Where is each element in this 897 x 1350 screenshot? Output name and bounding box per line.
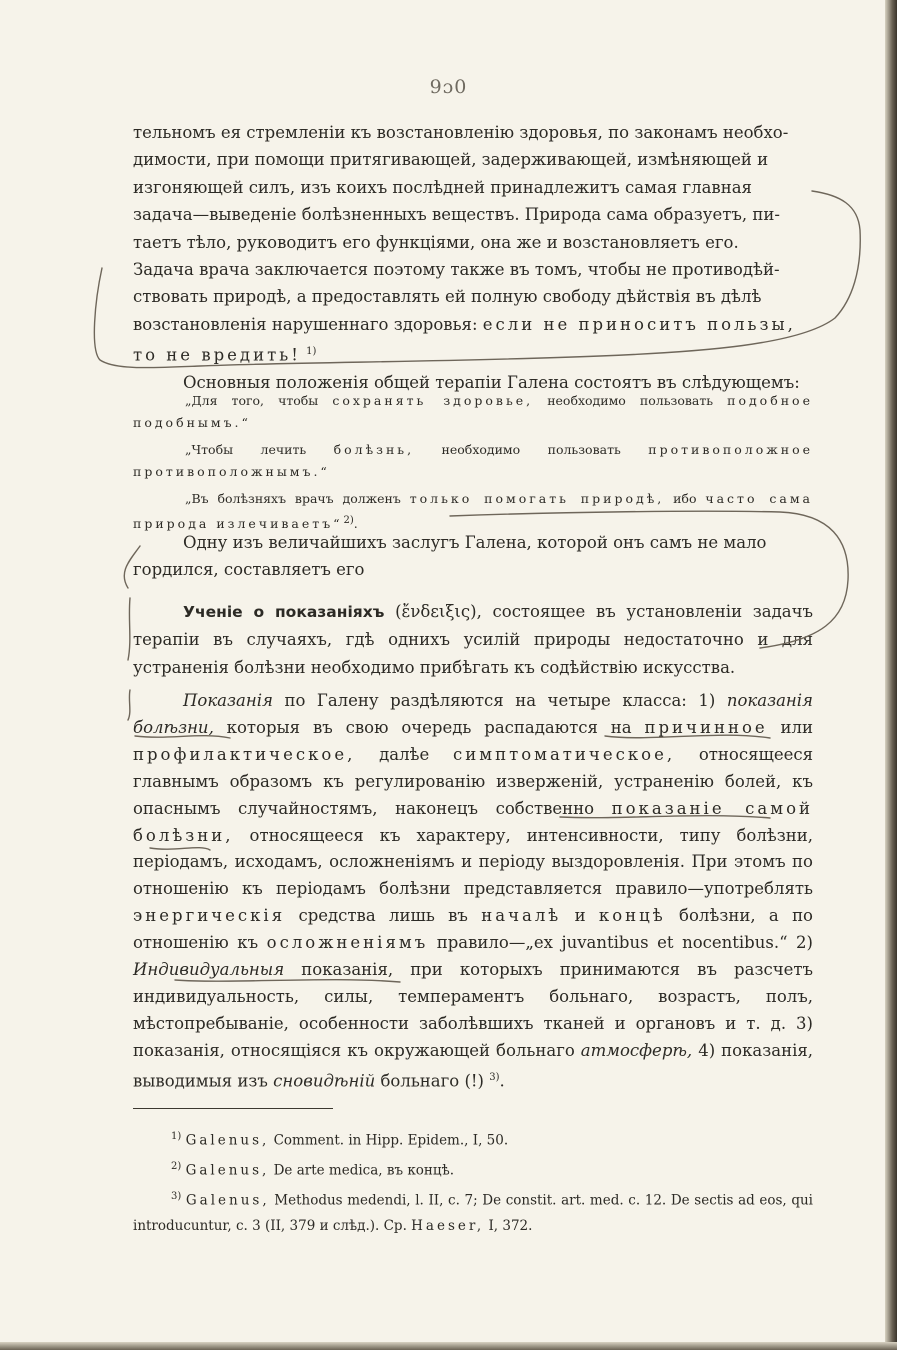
paragraph-3: [133, 598, 813, 681]
text-span: относящееся главнымъ образомъ къ регулированію изверженій, устраненію болей, къ опаснымъ случайностямъ, наконецъ собственно: [133, 744, 813, 818]
text-span: или: [767, 717, 813, 737]
footnote-1: [133, 1124, 813, 1154]
spaced-emphasis: профилактическое,: [133, 744, 356, 764]
spaced-emphasis: началѣ: [481, 906, 562, 926]
spaced-emphasis: осложненіямъ: [266, 933, 429, 953]
footnote-mark: 1): [171, 1131, 182, 1142]
text-line: изгоняющей силъ, изъ коихъ послѣдней принадлежитъ самая главная: [133, 177, 752, 197]
quote-text: ибо: [664, 491, 706, 506]
footnote-2: [133, 1154, 813, 1184]
italic-term: Индивидуальныя: [133, 960, 285, 980]
quote-1: [133, 390, 813, 434]
spaced-emphasis: противоположное противоположнымъ.: [133, 442, 813, 479]
spaced-emphasis: концѣ: [598, 906, 666, 926]
section-heading-term: Ученіе о показаніяхъ: [183, 603, 385, 621]
principles-quotes: [133, 390, 813, 540]
footnote-text: Comment. in Hipp. Epidem., I, 50.: [269, 1132, 509, 1149]
text-span: 4) показанія, выводимыя изъ: [133, 1040, 813, 1091]
page-number: 9ɔ0: [429, 76, 468, 98]
text-line: Основныя положенія общей терапіи Галена состоятъ въ слѣдующемъ:: [183, 373, 800, 393]
italic-term: показанія болѣзни,: [133, 691, 813, 737]
quote-text: необходимо пользовать: [414, 442, 649, 457]
italic-term: сновидѣній: [273, 1071, 376, 1091]
spaced-emphasis: симптоматическое,: [453, 744, 676, 764]
spaced-emphasis: причинное: [644, 717, 768, 737]
text-span: (ἔνδειξις),: [384, 602, 493, 621]
quote-text: „Для того, чтобы: [185, 393, 333, 408]
paragraph-2: [133, 529, 813, 584]
text-span: относящееся къ характеру, интенсивности, типу болѣзни, періодамъ, исходамъ, осложненіямъ и періоду выздоровленія. При этомъ по отношенію къ періодамъ болѣзни представляется правило—употреблять: [133, 825, 813, 899]
footnote-mark: 2): [171, 1161, 182, 1172]
text-line: Задача врача заключается поэтому также въ томъ, чтобы не противодѣй-: [133, 260, 780, 280]
quote-text: “: [333, 516, 340, 532]
spaced-emphasis: энергическія: [133, 906, 286, 926]
quote-text: необходимо пользовать: [533, 393, 728, 408]
spaced-emphasis: болѣзнь,: [333, 442, 415, 457]
text-line: [133, 338, 813, 369]
italic-term: Показанія: [183, 691, 273, 710]
text-span: далѣе: [355, 744, 453, 764]
paragraph-1: [133, 119, 813, 397]
spaced-emphasis: часто сама природа излечиваетъ: [133, 491, 813, 532]
spaced-emphasis: только помогать природѣ,: [409, 491, 665, 506]
footnote-ref[interactable]: 3): [489, 1071, 500, 1083]
quote-text: „Въ болѣзняхъ врачъ долженъ: [185, 491, 410, 506]
spaced-emphasis: подобное подобнымъ.: [133, 393, 813, 430]
quote-text: “: [320, 464, 327, 479]
footnote-text: Methodus medendi, l. II, c. 7; De constit. art. med. c. 12. De sectis ad eos, qui introducuntur, c. 3 (II, 379 и слѣд.). Ср.: [133, 1192, 813, 1234]
text-span: возстановленія нарушеннаго здоровья:: [133, 314, 483, 334]
footnote-author: Haeser,: [411, 1218, 485, 1234]
quote-text: “: [241, 415, 248, 430]
footnote-3: [133, 1184, 813, 1240]
paragraph-text: [133, 688, 813, 1095]
footnote-mark: 3): [171, 1191, 182, 1202]
scan-edge-right: [885, 0, 897, 1350]
text-line: Одну изъ величайшихъ заслугъ Галена, которой онъ самъ не мало: [183, 533, 767, 552]
text-span: больнаго (!): [375, 1071, 490, 1091]
text-line: гордился, составляетъ его: [133, 560, 365, 580]
spaced-emphasis: если не приноситъ пользы,: [482, 314, 796, 334]
text-line: [133, 311, 813, 338]
paragraph-text: [133, 598, 813, 681]
text-span: и: [561, 906, 599, 926]
spaced-emphasis: то не вредить!: [133, 345, 301, 365]
text-line: задача—выведеніе болѣзненныхъ веществъ. Природа сама образуетъ, пи-: [133, 205, 780, 225]
paragraph-4: [133, 688, 813, 1095]
quote-text: „Чтобы лечить: [185, 442, 334, 457]
text-span: которыя въ свою очередь распадаются на: [213, 717, 645, 737]
italic-term: атмосферѣ,: [580, 1040, 693, 1060]
footnote-text: I, 372.: [484, 1218, 533, 1234]
text-line: ствовать природѣ, а предоставлять ей полную свободу дѣйствія въ дѣлѣ: [133, 287, 762, 307]
spaced-emphasis: показаніе самой болѣзни,: [133, 798, 813, 845]
footnote-author: Galenus,: [185, 1192, 270, 1209]
footnote-text: De arte medica, въ концѣ.: [269, 1162, 455, 1179]
quote-text: .: [353, 516, 358, 532]
footnote-divider: [133, 1108, 333, 1109]
text-span: показанія, при которыхъ принимаются въ разсчетъ индивидуальность, силы, темпераментъ больнаго, возрастъ, полъ, мѣстопребываніе, особенности заболѣвшихъ тканей и органовъ и т. д. 3) показанія, относящіяся къ окружающей больнаго: [133, 960, 813, 1060]
text-line: тельномъ ея стремленіи къ возстановленію здоровья, по законамъ необхо-: [133, 123, 789, 142]
text-line: димости, при помощи притягивающей, задерживающей, измѣняющей и: [133, 150, 769, 170]
text-span: болѣзни, а по отношенію къ: [133, 906, 813, 953]
text-span: состоящее въ установленіи задачъ терапіи въ случаяхъ, гдѣ однихъ усилій природы недостаточно и для устраненія болѣзни необходимо прибѣгать къ содѣйствію искусства.: [133, 602, 813, 677]
footnote-ref[interactable]: 2): [343, 515, 354, 526]
scan-edge-bottom: [0, 1342, 897, 1350]
text-line: таетъ тѣло, руководитъ его функціями, она же и возстановляетъ его.: [133, 232, 739, 252]
footnote-ref[interactable]: 1): [306, 346, 317, 358]
text-span: .: [499, 1071, 505, 1091]
spaced-emphasis: сохранять здоровье,: [332, 393, 534, 408]
text-span: средства лишь въ: [285, 906, 482, 926]
text-span: по Галену раздѣляются на четыре класса: 1): [272, 691, 727, 710]
quote-2: [133, 439, 813, 483]
footnote-author: Galenus,: [185, 1162, 270, 1179]
pencil-mark-left: [128, 598, 130, 720]
footnote-author: Galenus,: [185, 1132, 270, 1149]
text-span: правило—„ex juvantibus et nocentibus.“ 2): [428, 933, 813, 953]
footnotes: [133, 1124, 813, 1240]
